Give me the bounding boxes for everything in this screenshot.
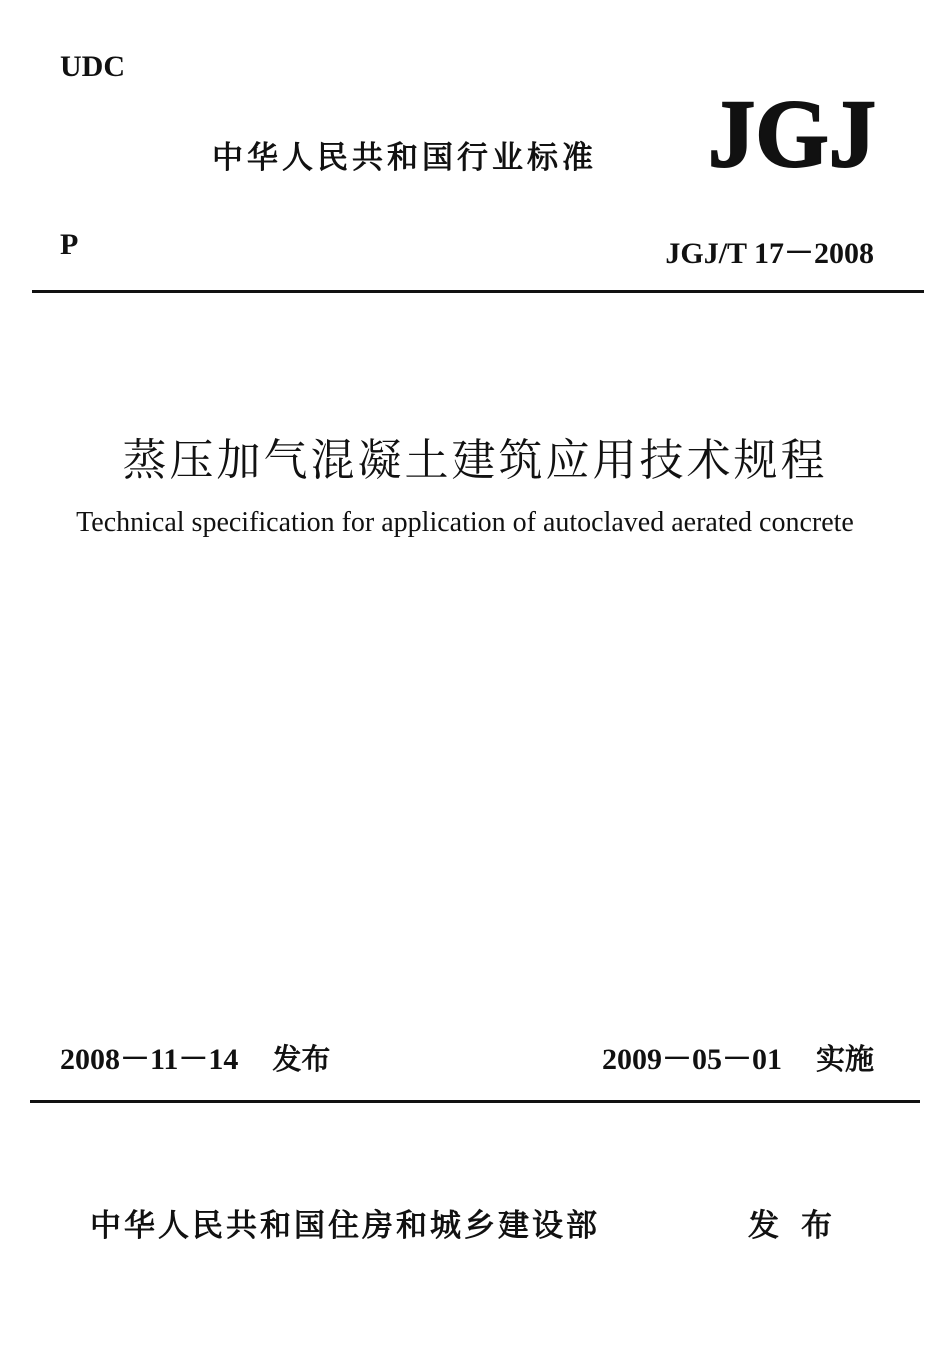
issuing-authority: 中华人民共和国住房和城乡建设部 (90, 1208, 600, 1244)
implementation-date: 2009－05－01 (601, 1043, 782, 1076)
bottom-divider (30, 1100, 920, 1103)
implementation-label: 实施 (815, 1042, 874, 1076)
title-english: Technical specification for application of autoclaved aerated concrete (76, 507, 854, 538)
publish-label: 发布 (748, 1208, 854, 1244)
svg-text:JGJ: JGJ (708, 84, 876, 172)
udc-label: UDC (60, 50, 125, 83)
standard-code: JGJ/T 17－2008 (665, 237, 874, 270)
classification-code: P (60, 228, 79, 261)
issue-date-line (60, 1034, 330, 1078)
top-divider (32, 290, 924, 293)
title-chinese: 蒸压加气混凝土建筑应用技术规程 (122, 435, 828, 486)
standard-category: 中华人民共和国行业标准 (212, 140, 597, 176)
implementation-date-line (602, 1034, 874, 1078)
issue-label: 发布 (272, 1042, 331, 1076)
issue-date: 2008－11－14 (60, 1043, 239, 1076)
jgj-logo (706, 84, 878, 172)
